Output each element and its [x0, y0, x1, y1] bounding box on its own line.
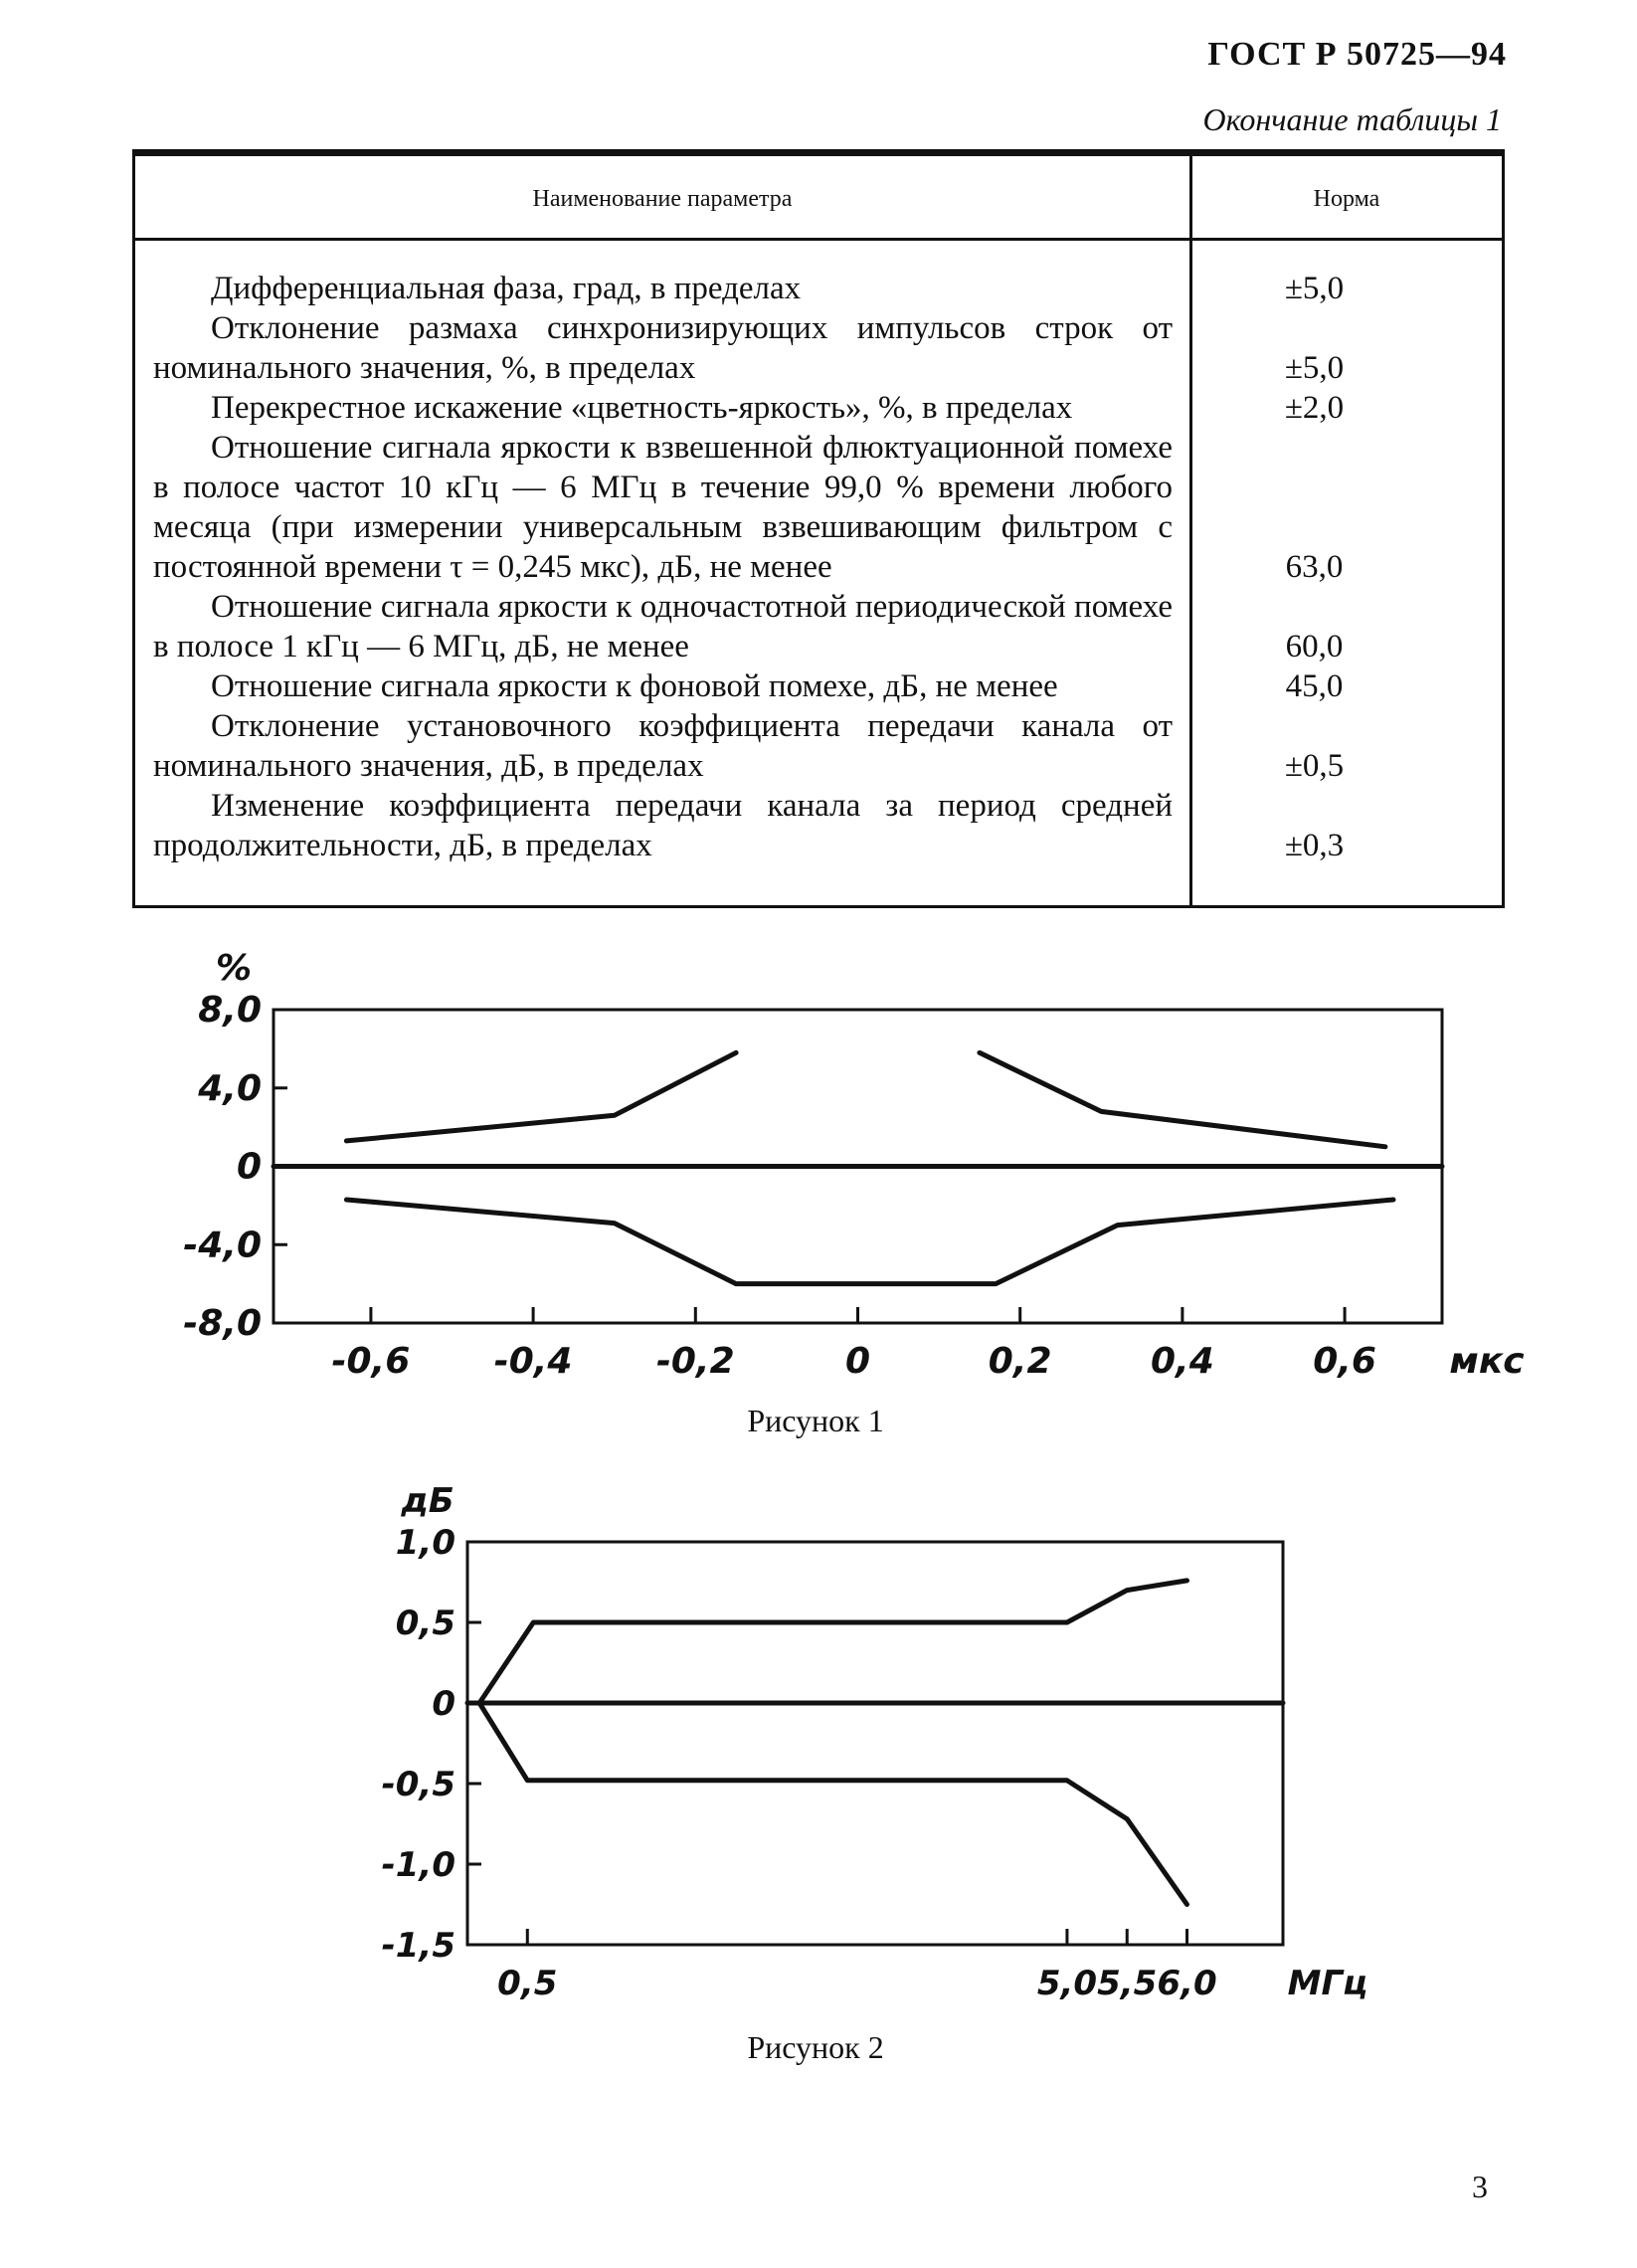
y-tick-label: -8,0: [183, 1303, 262, 1344]
y-tick-label: 0: [432, 1684, 455, 1724]
x-tick-label: 0,2: [988, 1341, 1052, 1382]
y-tick-label: -4,0: [183, 1225, 262, 1266]
column-header-name: Наименование параметра: [532, 186, 793, 212]
row-text: Изменение коэффициента передачи канала за период средней продолжительности, дБ, в пределах: [153, 788, 1173, 863]
figure-2-caption: Рисунок 2: [747, 2029, 884, 2065]
x-tick-label: 5,5: [1097, 1964, 1158, 2003]
figure-1-caption: Рисунок 1: [747, 1403, 884, 1438]
y-tick-label: 1,0: [395, 1523, 455, 1563]
x-tick-label: 0,6: [1313, 1341, 1376, 1382]
x-tick-label: 0,5: [497, 1964, 558, 2003]
y-tick-label: 0,5: [395, 1604, 455, 1643]
row-value: 60,0: [1285, 629, 1344, 664]
y-tick-label: 4,0: [198, 1067, 262, 1109]
y-axis-label: %: [215, 948, 253, 989]
row-text: Отношение сигнала яркости к одночастотной периодической помехе в полосе 1 кГц — 6 МГц, дБ, не менее: [153, 589, 1173, 664]
x-tick-label: 6,0: [1157, 1964, 1217, 2003]
row-text: Отношение сигнала яркости к фоновой помехе, дБ, не менее: [211, 668, 1058, 704]
standard-number: ГОСТ Р 50725—94: [1207, 36, 1507, 73]
x-axis-label: мкс: [1449, 1341, 1525, 1382]
y-tick-label: 8,0: [198, 990, 262, 1031]
row-value: 63,0: [1285, 549, 1344, 585]
x-tick-label: 0,4: [1150, 1341, 1214, 1382]
page-number: 3: [1472, 2169, 1488, 2204]
row-text: Отклонение размаха синхронизирующих импульсов строк от номинального значения, %, в пределах: [153, 310, 1173, 386]
x-tick-label: 5,0: [1036, 1964, 1098, 2003]
column-header-norm: Норма: [1313, 186, 1380, 212]
y-tick-label: -1,5: [381, 1926, 455, 1966]
y-tick-label: 0: [236, 1146, 262, 1188]
row-value: ±5,0: [1284, 271, 1345, 306]
series-line-upper: [479, 1581, 1186, 1703]
row-value: 45,0: [1285, 668, 1344, 704]
x-tick-label: 0: [844, 1341, 871, 1382]
x-axis-label: МГц: [1287, 1964, 1368, 2003]
row-value: ±2,0: [1284, 390, 1345, 426]
row-text: Отношение сигнала яркости к взвешенной флюктуационной помехе в полосе частот 10 кГц — 6 МГц в течение 99,0 % времени любого месяца (при измерении универсальным взвешивающим фильтром с постоянной времени τ = 0,245 мкс), дБ, не менее: [153, 430, 1173, 585]
x-tick-label: -0,6: [331, 1341, 411, 1382]
row-value: ±0,3: [1284, 828, 1345, 863]
row-value: ±5,0: [1284, 350, 1345, 386]
plot-frame: [467, 1542, 1283, 1945]
y-axis-label: дБ: [401, 1481, 455, 1521]
row-text: Отклонение установочного коэффициента передачи канала от номинального значения, дБ, в пределах: [153, 708, 1173, 784]
series-line-lower: [479, 1703, 1186, 1905]
row-value: ±0,5: [1284, 748, 1345, 784]
x-tick-label: -0,2: [655, 1341, 735, 1382]
y-tick-label: -1,0: [381, 1845, 455, 1885]
row-text: Перекрестное искажение «цветность-яркость», %, в пределах: [211, 390, 1073, 426]
row-text: Дифференциальная фаза, град, в пределах: [211, 271, 802, 306]
table-continuation-label: Окончание таблицы 1: [1202, 101, 1502, 137]
y-tick-label: -0,5: [381, 1765, 455, 1804]
x-tick-label: -0,4: [493, 1341, 573, 1382]
